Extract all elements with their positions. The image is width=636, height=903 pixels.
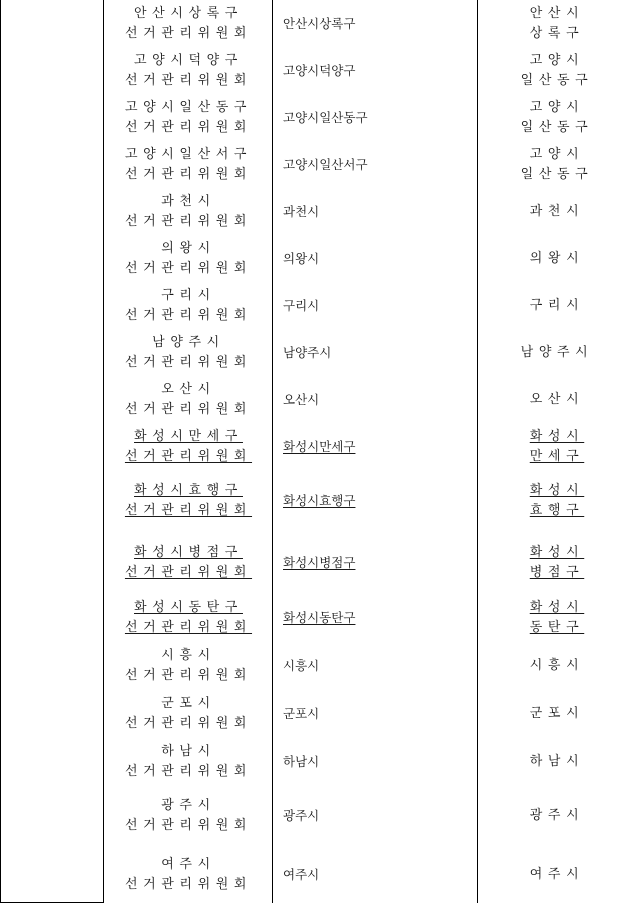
- table-row: [0, 532, 636, 594]
- jurisdiction-cell: [479, 329, 635, 376]
- jurisdiction-name: 병점구: [529, 565, 585, 580]
- blank-cell: [1, 0, 103, 47]
- committee-name: 과천시: [161, 193, 216, 209]
- committee-cell: [105, 846, 272, 903]
- district-name: 광주시: [283, 808, 320, 823]
- table-row: [0, 738, 636, 786]
- jurisdiction-name: 일산동구: [520, 72, 594, 88]
- jurisdiction-name: 남양주시: [520, 344, 594, 360]
- committee-cell: [105, 786, 272, 846]
- jurisdiction-cell: [479, 738, 635, 786]
- committee-name: 화성시효행구: [134, 483, 243, 498]
- jurisdiction-cell: [479, 470, 635, 532]
- jurisdiction-name: 화성시: [529, 483, 585, 498]
- district-cell: [274, 329, 477, 376]
- committee-cell: [105, 0, 272, 47]
- table-row: [0, 188, 636, 235]
- district-cell: [274, 188, 477, 235]
- table-row: [0, 0, 636, 47]
- jurisdiction-name: 화성시: [529, 545, 585, 560]
- committee-name: 안산시상록구: [134, 5, 243, 21]
- committee-cell: [105, 188, 272, 235]
- district-cell: [274, 594, 477, 642]
- jurisdiction-cell: [479, 786, 635, 846]
- committee-suffix: 선거관리위원회: [124, 668, 253, 683]
- jurisdiction-name: 여주시: [529, 866, 585, 882]
- jurisdiction-cell: [479, 235, 635, 282]
- district-name: 화성시만세구: [283, 438, 356, 454]
- committee-suffix: 선거관리위원회: [124, 818, 253, 833]
- jurisdiction-cell: [479, 423, 635, 470]
- blank-cell: [1, 282, 103, 329]
- blank-cell: [1, 235, 103, 282]
- committee-cell: [105, 141, 272, 188]
- committee-suffix: 선거관리위원회: [124, 401, 253, 417]
- committee-suffix: 선거관리위원회: [124, 565, 253, 580]
- district-name: 안산시상록구: [283, 15, 356, 31]
- jurisdiction-name: 상록구: [529, 25, 585, 41]
- committee-cell: [105, 690, 272, 738]
- committee-name: 화성시병점구: [134, 545, 243, 560]
- jurisdiction-name: 효행구: [529, 503, 585, 518]
- table-row: [0, 329, 636, 376]
- jurisdiction-cell: [479, 141, 635, 188]
- blank-cell: [1, 47, 103, 94]
- district-name: 화성시병점구: [283, 555, 356, 570]
- district-name: 시흥시: [283, 658, 320, 673]
- table-row: [0, 235, 636, 282]
- jurisdiction-name: 시흥시: [529, 658, 585, 673]
- committee-cell: [105, 738, 272, 786]
- jurisdiction-name: 고양시: [529, 99, 585, 115]
- jurisdiction-name: 안산시: [529, 5, 585, 21]
- table-row: [0, 642, 636, 690]
- blank-cell: [1, 786, 103, 846]
- district-cell: [274, 470, 477, 532]
- jurisdiction-name: 일산동구: [520, 166, 594, 182]
- jurisdiction-cell: [479, 188, 635, 235]
- committee-suffix: 선거관리위원회: [124, 716, 253, 731]
- table-row: [0, 141, 636, 188]
- blank-cell: [1, 738, 103, 786]
- jurisdiction-cell: [479, 532, 635, 594]
- district-name: 여주시: [283, 866, 320, 882]
- jurisdiction-cell: [479, 282, 635, 329]
- table-row: [0, 47, 636, 94]
- jurisdiction-name: 만세구: [529, 448, 585, 464]
- jurisdiction-name: 하남시: [529, 754, 585, 769]
- district-cell: [274, 423, 477, 470]
- district-cell: [274, 282, 477, 329]
- committee-name: 고양시일산동구: [124, 99, 253, 115]
- committee-suffix: 선거관리위원회: [124, 213, 253, 229]
- district-name: 화성시동탄구: [283, 610, 356, 625]
- committee-suffix: 선거관리위원회: [124, 260, 253, 276]
- jurisdiction-cell: [479, 642, 635, 690]
- jurisdiction-name: 군포시: [529, 706, 585, 721]
- district-name: 구리시: [283, 297, 320, 313]
- blank-cell: [1, 376, 103, 423]
- committee-cell: [105, 594, 272, 642]
- committee-suffix: 선거관리위원회: [124, 119, 253, 135]
- district-cell: [274, 235, 477, 282]
- jurisdiction-cell: [479, 94, 635, 141]
- district-name: 하남시: [283, 754, 320, 769]
- committee-name: 여주시: [161, 856, 216, 872]
- district-name: 의왕시: [283, 250, 320, 266]
- table-row: [0, 376, 636, 423]
- blank-cell: [1, 188, 103, 235]
- district-cell: [274, 738, 477, 786]
- district-cell: [274, 0, 477, 47]
- jurisdiction-cell: [479, 0, 635, 47]
- district-name: 군포시: [283, 706, 320, 721]
- jurisdiction-name: 화성시: [529, 428, 585, 444]
- jurisdiction-name: 일산동구: [520, 119, 594, 135]
- table-row: [0, 282, 636, 329]
- committee-cell: [105, 642, 272, 690]
- blank-cell: [1, 141, 103, 188]
- committee-suffix: 선거관리위원회: [124, 307, 253, 323]
- blank-cell: [1, 642, 103, 690]
- table-row: [0, 594, 636, 642]
- district-cell: [274, 141, 477, 188]
- committee-cell: [105, 329, 272, 376]
- committee-name: 남양주시: [152, 334, 225, 350]
- district-cell: [274, 376, 477, 423]
- district-cell: [274, 846, 477, 903]
- district-name: 고양시덕양구: [283, 62, 356, 78]
- jurisdiction-cell: [479, 47, 635, 94]
- committee-suffix: 선거관리위원회: [124, 448, 253, 464]
- table-row: [0, 470, 636, 532]
- committee-name: 하남시: [161, 744, 216, 759]
- committee-name: 의왕시: [161, 240, 216, 256]
- jurisdiction-name: 동탄구: [529, 620, 585, 635]
- committee-cell: [105, 376, 272, 423]
- table-row: [0, 423, 636, 470]
- committee-suffix: 선거관리위원회: [124, 166, 253, 182]
- committee-cell: [105, 47, 272, 94]
- district-name: 과천시: [283, 203, 320, 219]
- jurisdiction-name: 광주시: [529, 808, 585, 823]
- committee-name: 화성시만세구: [134, 428, 243, 444]
- blank-cell: [1, 423, 103, 470]
- district-name: 남양주시: [283, 344, 332, 360]
- district-name: 고양시일산동구: [283, 109, 368, 125]
- committee-suffix: 선거관리위원회: [124, 764, 253, 779]
- district-name: 고양시일산서구: [283, 156, 368, 172]
- district-cell: [274, 532, 477, 594]
- district-cell: [274, 47, 477, 94]
- committee-suffix: 선거관리위원회: [124, 876, 253, 892]
- district-name: 오산시: [283, 391, 320, 407]
- blank-cell: [1, 690, 103, 738]
- committee-name: 화성시동탄구: [134, 600, 243, 615]
- committee-cell: [105, 282, 272, 329]
- blank-cell: [1, 329, 103, 376]
- district-cell: [274, 94, 477, 141]
- committee-suffix: 선거관리위원회: [124, 354, 253, 370]
- jurisdiction-name: 화성시: [529, 600, 585, 615]
- blank-cell: [1, 470, 103, 532]
- jurisdiction-name: 과천시: [529, 203, 585, 219]
- committee-name: 구리시: [161, 287, 216, 303]
- table-row: [0, 94, 636, 141]
- blank-cell: [1, 532, 103, 594]
- jurisdiction-cell: [479, 594, 635, 642]
- jurisdiction-name: 고양시: [529, 146, 585, 162]
- jurisdiction-name: 의왕시: [529, 250, 585, 266]
- committee-name: 고양시덕양구: [134, 52, 243, 68]
- district-cell: [274, 642, 477, 690]
- committee-name: 광주시: [161, 798, 216, 813]
- committee-name: 시흥시: [161, 648, 216, 663]
- blank-cell: [1, 846, 103, 903]
- district-cell: [274, 786, 477, 846]
- jurisdiction-name: 구리시: [529, 297, 585, 313]
- committee-name: 군포시: [161, 696, 216, 711]
- jurisdiction-cell: [479, 376, 635, 423]
- committee-cell: [105, 94, 272, 141]
- committee-suffix: 선거관리위원회: [124, 503, 253, 518]
- district-cell: [274, 690, 477, 738]
- jurisdiction-name: 고양시: [529, 52, 585, 68]
- table-row: [0, 846, 636, 903]
- jurisdiction-cell: [479, 690, 635, 738]
- blank-cell: [1, 594, 103, 642]
- committee-name: 고양시일산서구: [124, 146, 253, 162]
- table-row: [0, 786, 636, 846]
- jurisdiction-name: 오산시: [529, 391, 585, 407]
- table-row: [0, 690, 636, 738]
- committee-cell: [105, 235, 272, 282]
- committee-cell: [105, 423, 272, 470]
- committee-cell: [105, 532, 272, 594]
- committee-suffix: 선거관리위원회: [124, 620, 253, 635]
- committee-name: 오산시: [161, 381, 216, 397]
- committee-suffix: 선거관리위원회: [124, 72, 253, 88]
- blank-cell: [1, 94, 103, 141]
- committee-suffix: 선거관리위원회: [124, 25, 253, 41]
- jurisdiction-cell: [479, 846, 635, 903]
- committee-cell: [105, 470, 272, 532]
- district-name: 화성시효행구: [283, 493, 356, 508]
